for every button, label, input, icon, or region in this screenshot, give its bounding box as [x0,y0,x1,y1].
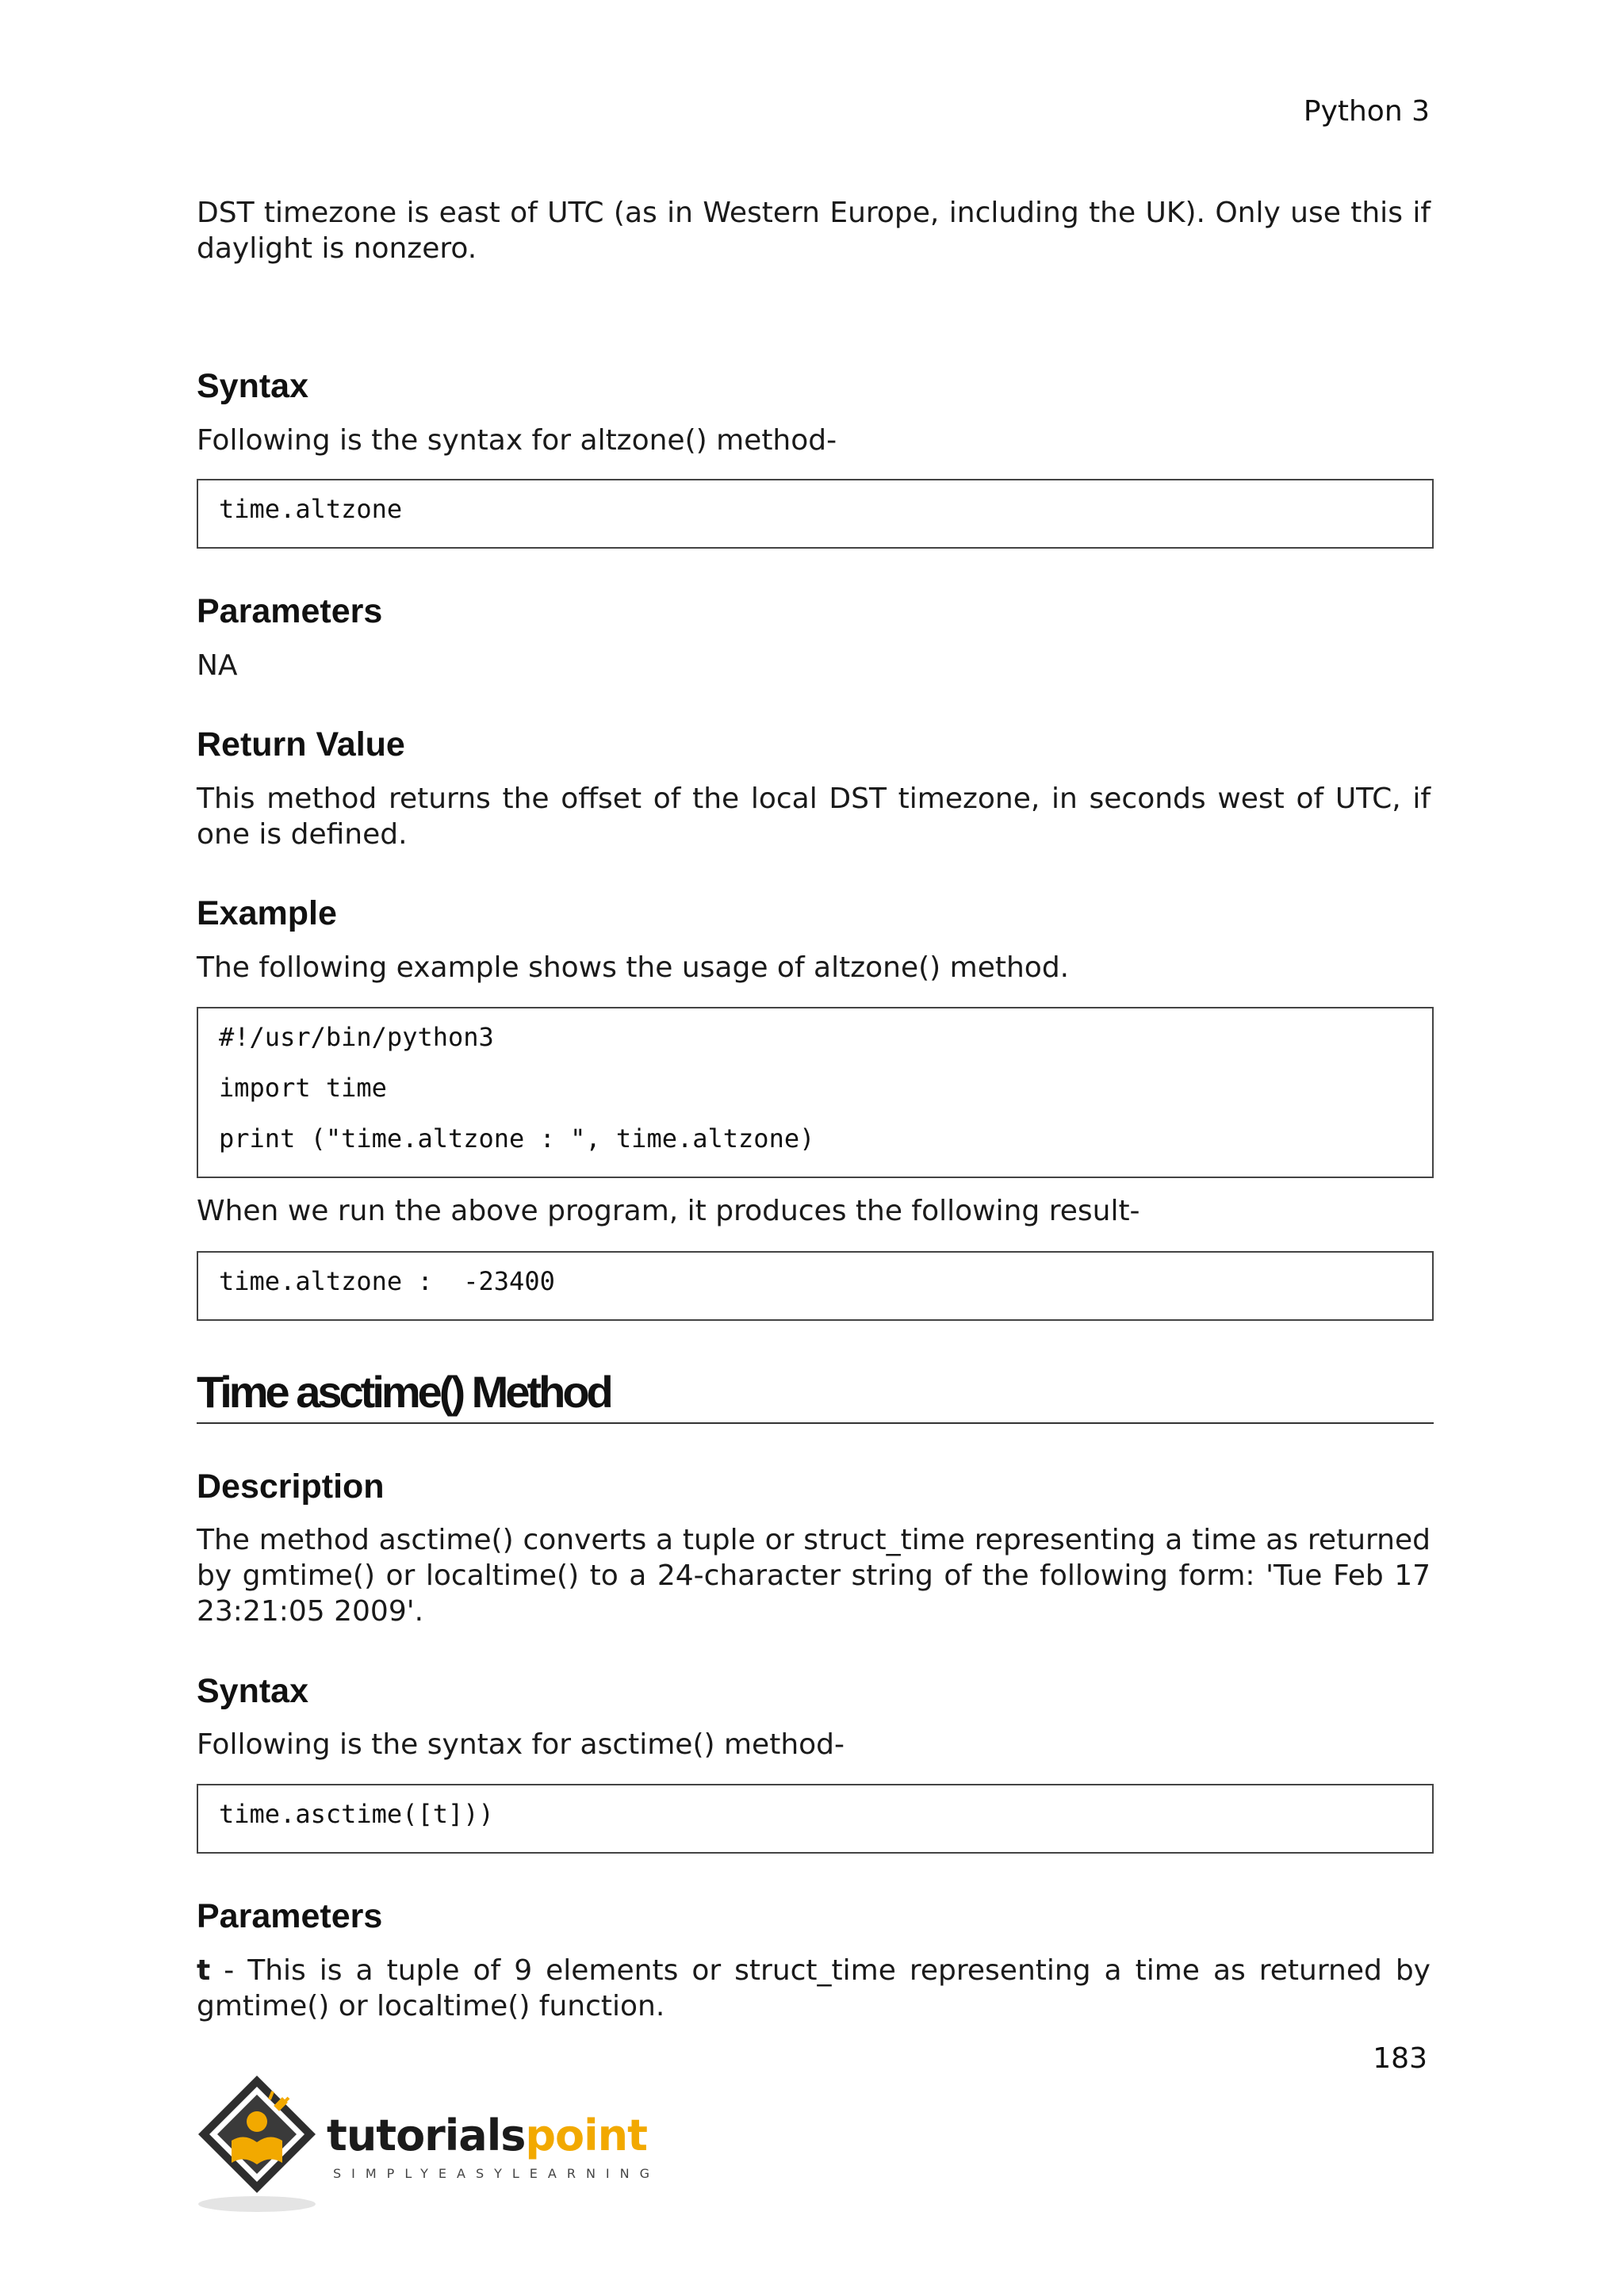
code-line: import time [219,1073,387,1103]
asctime-description-heading: Description [197,1468,385,1506]
logo-wordmark [327,2112,647,2160]
code-line: #!/usr/bin/python3 [219,1022,494,1052]
logo-word-accent: point [525,2110,647,2160]
asctime-parameters-text [197,1953,1431,2024]
page-number: 183 [1373,2042,1427,2075]
code-line: time.altzone [219,494,403,524]
altzone-example-text: The following example shows the usage of altzone() method. [197,951,1070,984]
logo-word-dark: tutorials [327,2110,526,2160]
intro-paragraph: DST timezone is east of UTC (as in Western Europe, including the UK). Only use this if daylight is nonzero. [197,197,1431,265]
tutorialspoint-logo [193,2071,669,2214]
altzone-return-text: This method returns the offset of the local DST timezone, in seconds west of UTC, if one is defined. [197,783,1431,851]
asctime-syntax-code-block [197,1784,1434,1854]
asctime-syntax-heading: Syntax [197,1672,309,1710]
code-line: time.asctime([t])) [219,1799,494,1829]
param-description: - This is a tuple of 9 elements or struct_time representing a time as returned by gmtime() or localtime() function. [197,1954,1431,2022]
altzone-return-heading: Return Value [197,725,405,763]
asctime-section-title: Time asctime() Method [197,1367,1434,1424]
altzone-syntax-code-block [197,479,1434,549]
asctime-description-text: The method asctime() converts a tuple or struct_time representing a time as returned by gmtime() or localtime() to a 24-character string of the following form: 'Tue Feb 17 23:21:05 2009'. [197,1524,1431,1628]
running-header: Python 3 [1303,95,1430,128]
altzone-result-code-block [197,1251,1434,1321]
logo-tagline: SIMPLYEASYLEARNING [333,2166,661,2181]
altzone-parameters-heading: Parameters [197,592,383,630]
altzone-result-text: When we run the above program, it produces the following result- [197,1195,1140,1227]
altzone-example-code-block [197,1007,1434,1178]
asctime-parameters-heading: Parameters [197,1897,383,1935]
asctime-syntax-text: Following is the syntax for asctime() method- [197,1728,845,1761]
altzone-example-heading: Example [197,894,337,932]
diamond-book-icon [193,2071,336,2214]
code-line: print ("time.altzone : ", time.altzone) [219,1123,815,1154]
altzone-syntax-text: Following is the syntax for altzone() method- [197,424,837,457]
code-line: time.altzone : -23400 [219,1266,555,1296]
param-name: t [197,1954,211,1987]
altzone-syntax-heading: Syntax [197,367,309,405]
altzone-parameters-text: NA [197,649,238,682]
